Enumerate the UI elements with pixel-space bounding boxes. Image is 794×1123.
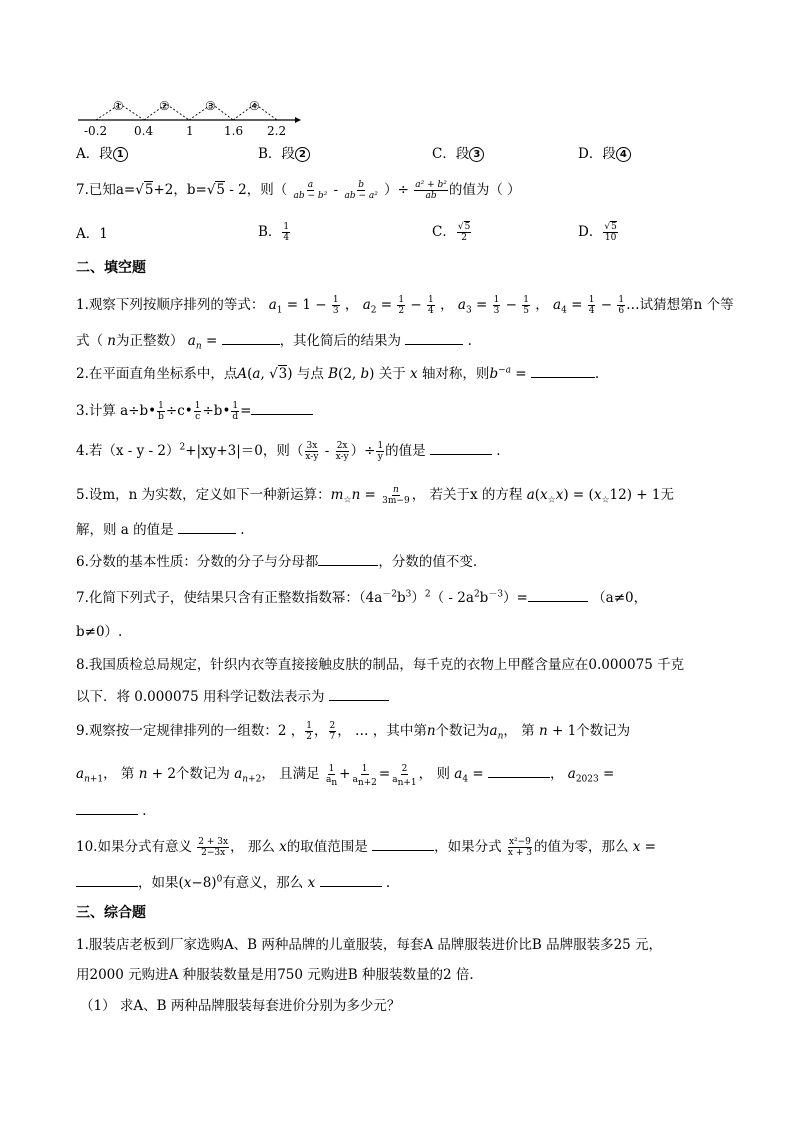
answer-blank[interactable] <box>320 872 382 887</box>
tick-label: 2.2 <box>267 124 287 138</box>
segment-label-3: ③ <box>205 99 216 113</box>
f9-line2: $a_{n+1}$， 第 n + 2个数记为 $a_{n+2}$， 且满足 $\frac{1}{a_n}$ + $\frac{1}{a_{n+2}}$ = $\frac{2}{a_{n+1}}$ ， 则 $a_4$ = ， $a_{2023}$ = <box>76 764 615 788</box>
answer-blank[interactable] <box>430 440 492 455</box>
section-heading-fill-blank: 二、填空题 <box>76 260 146 276</box>
f5-line2: 解，则 a 的值是 . <box>76 519 245 540</box>
c1-line3: （1） 求A、B 两种品牌服装每套进价分别为多少元？ <box>80 998 401 1014</box>
f9-line3: . <box>76 800 147 821</box>
answer-blank[interactable] <box>488 763 550 778</box>
answer-blank[interactable] <box>251 400 313 415</box>
answer-blank[interactable] <box>528 587 588 602</box>
q7-option-b: B． $\frac{1}{4}$ <box>258 222 290 243</box>
q7-option-c: C． $\frac{√5}{2}$ <box>432 222 471 243</box>
q7-option-d: D． $\frac{√5}{10}$ <box>578 222 617 243</box>
answer-blank[interactable] <box>222 330 280 345</box>
q6-option-c: C．段 3 <box>432 144 484 164</box>
answer-blank[interactable] <box>178 519 236 534</box>
answer-blank[interactable] <box>405 330 463 345</box>
segment-label-2: ② <box>159 99 170 113</box>
answer-blank[interactable] <box>531 363 595 378</box>
tick-label: 0.4 <box>134 124 154 138</box>
f10-line2: ，如果$(x-8)^0$有意义，那么 x . <box>76 872 390 893</box>
answer-blank[interactable] <box>76 800 138 815</box>
f5-line1: 5.设m，n 为实数，定义如下一种新运算：$m_☆n$ = $\frac{n}{3m-9}$ ， 若关于x 的方程 $a(x_☆x) = (x_☆12) + 1$无 <box>76 485 674 506</box>
answer-blank[interactable] <box>329 686 389 701</box>
f7-line1: 7.化简下列式子，使结果只含有正整数指数幂：$(4a^{-2}b^3)^2( - 2a^2b^{-3})= (a\ne 0$， <box>76 587 647 608</box>
f8-line1: 8.我国质检总局规定，针织内衣等直接接触皮肤的制品，每千克的衣物上甲醛含量应在0.000075 千克 <box>76 657 685 673</box>
c1-line1: 1.服装店老板到厂家选购A、B 两种品牌的儿童服装，每套A 品牌服装进价比B 品牌服装多25 元， <box>76 937 663 953</box>
f7-line2: b≠0）. <box>76 624 123 640</box>
segment-label-4: ④ <box>249 99 260 113</box>
f2-line: 2.在平面直角坐标系中，点A(a, √3) 与点 B(2, b) 关于 x 轴对称，则$b^{-a}$ = . <box>76 363 599 384</box>
q6-option-b: B．段 2 <box>258 144 310 164</box>
q7-option-a: A．1 <box>76 226 108 242</box>
f8-line2: 以下．将 0.000075 用科学记数法表示为 <box>76 686 389 707</box>
section-heading-comprehensive: 三、综合题 <box>76 905 146 921</box>
f10-line1: 10.如果分式有意义 $\frac{2 + 3x}{2-3x}$ ， 那么 x的取值范围是 ，如果分式 $\frac{\text{x²−9}}{x + 3}$ 的值为零，那么 x = <box>76 837 656 858</box>
number-line-figure <box>70 92 310 138</box>
f4-line: 4.若（x - y - 2）$^2$+|xy+3|＝0，则（ $\frac{3x}{x-y}$ - $\frac{2x}{x-y}$ ）÷ $\frac{1}{y}$ 的值是 . <box>76 441 501 462</box>
segment-label-1: ① <box>113 99 124 113</box>
f9-line1: 9.观察按一定规律排列的一组数：2 ， $\frac{1}{2}$ ， $\frac{2}{7}$ ， … ，其中第n个数记为$a_n$， 第 n + 1个数记为 <box>76 721 631 742</box>
f1-line1: 1.观察下列按顺序排列的等式： $a_1 = 1$ − $\frac{1}{3}$ ， $a_2$ = $\frac{1}{2}$ − $\frac{1}{4}$ ， $a_3$ = $\frac{1}{3}$ − $\frac{1}{5}$ ， $a_4$ = $\frac{1}{4}$ − $\frac{1}{6}$ …试猜想第n 个等 <box>76 295 734 316</box>
answer-blank[interactable] <box>318 551 378 566</box>
tick-label: -0.2 <box>84 124 108 138</box>
f3-line: 3.计算 a÷b• $\frac{1}{b}$ ÷c• $\frac{1}{c}$ ÷b• $\frac{1}{d}$ = <box>76 400 313 422</box>
tick-label: 1.6 <box>224 124 244 138</box>
f1-line2: 式（ n为正整数） $a_n$ = ，其化简后的结果为 . <box>76 330 472 351</box>
q6-option-d: D．段 4 <box>578 144 631 164</box>
q7-stem: 7.已知a=√5+2，b=√5 - 2，则（ $\frac{a}{\text{ab − b²}}$ - $\frac{b}{\text{ab − a²}}$ ）÷ $\frac{\text{a² + b²}}{ab}$ 的值为（ ） <box>76 180 521 201</box>
f6-line: 6.分数的基本性质：分数的分子与分母都 ，分数的值不变. <box>76 551 477 572</box>
tick-label: 1 <box>186 124 194 138</box>
c1-line2: 用2000 元购进A 种服装数量是用750 元购进B 种服装数量的2 倍. <box>76 967 474 983</box>
answer-blank[interactable] <box>76 872 138 887</box>
q6-option-a: A．段 1 <box>76 144 128 164</box>
answer-blank[interactable] <box>372 836 434 851</box>
